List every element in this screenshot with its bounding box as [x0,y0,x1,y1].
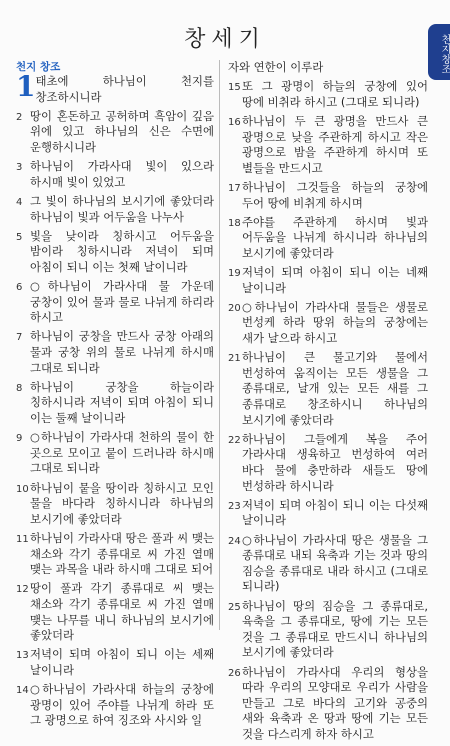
verse-text: 땅이 혼돈하고 공허하며 흑암이 깊음 위에 있고 하나님의 신은 수면에 운행하시니라 [30,108,214,154]
verse-text: 하나님이 큰 물고기와 물에서 번성하여 움직이는 모든 생물을 그 종류대로, 날개 있는 모든 새를 그 종류대로 창조하시니 하나님의 보시기에 좋았더라 [242,350,428,427]
verse [228,265,428,296]
verse-number: 22 [228,434,241,446]
verse-number: 12 [16,584,29,596]
verse-number: 4 [16,196,23,208]
verse-text: 하나님이 가라사대 우리의 형상을 따라 우리의 모양대로 우리가 사람을 만들고 그로 바다의 고기와 공중의 새와 육축과 온 땅과 땅에 기는 모든 것을 다스리게 하자 하시고 [242,664,428,741]
verse [16,194,214,225]
verse-text: 주야를 주관하게 하시며 빛과 어두움을 나뉘게 하시니라 하나님의 보시기에 좋았더라 [242,214,428,260]
column-divider [219,60,220,630]
verse [16,279,214,326]
thumb-index-tab[interactable]: 천지창조 [428,24,450,80]
verse-number: 7 [16,332,23,344]
verse-text: 하나님이 그들에게 복을 주어 가라사대 생육하고 번성하여 여러 바다 물에 충만하라 새들도 땅에 번성하라 하시니라 [242,431,428,493]
verse [228,300,428,347]
verse-text: 저녁이 되며 아침이 되니 이는 다섯째 날이니라 [242,497,428,528]
verse-number: 20 [228,302,241,314]
verse [228,599,428,661]
verse [16,581,214,643]
verse-number: 6 [16,282,23,294]
verse-number: 14 [16,685,29,697]
section-heading: 천지 창조 [16,61,61,73]
verse-text: ○하나님이 가라사대 천하의 물이 한 곳으로 모이고 뭍이 드러나라 하시매 그대로 되니라 [30,430,214,476]
verse-text: 하나님이 궁창을 만드사 궁창 아래의 물과 궁창 위의 물로 나뉘게 하시매 그대로 되니라 [30,329,214,375]
verse-number: 18 [228,217,241,229]
verse [16,682,214,729]
verse-number: 24 [228,535,241,547]
left-column [16,60,214,732]
verse-number: 25 [228,601,241,613]
verse [16,380,214,427]
verse-text: 땅이 풀과 각기 종류대로 씨 맺는 채소와 각기 종류대로 씨 가진 열매 맺는 나무를 내니 하나님의 보시기에 좋았더라 [30,581,214,643]
left-verse-list [16,70,214,729]
verse-number: 11 [16,533,29,545]
verse [228,498,428,529]
verse-text: 하나님이 그것들을 하늘의 궁창에 두어 땅에 비취게 하시며 [242,179,428,210]
verse-text: ○하나님이 가라사대 물들은 생물로 번성케 하라 땅위 하늘의 궁창에는 새가 날으라 하시고 [242,299,428,346]
verse-text: ○하나님이 가라사대 땅은 생물을 그 종류대로 내되 육축과 기는 것과 땅의 짐승을 종류대로 내라 하시고 (그대로 되니라) [242,532,428,594]
verse-number: 19 [228,268,241,280]
verse [16,647,214,678]
verse-number: 5 [16,231,23,243]
verse-text: 하나님이 궁창을 하늘이라 칭하시니라 저녁이 되며 아침이 되니 이는 둘째 날이니라 [30,379,214,426]
verse-number: 26 [228,667,241,679]
verse-text: ○하나님이 가라사대 물 가운데 궁창이 있어 물과 물로 나뉘게 하리라 하시고 [30,279,214,325]
verse-text: 그 빛이 하나님의 보시기에 좋았더라 하나님이 빛과 어두움을 나누사 [30,193,214,224]
verse [16,481,214,528]
verse-number: 17 [228,182,241,194]
right-verse-list [228,79,428,742]
verse-number: 2 [16,111,23,123]
verse-number: 9 [16,433,23,445]
verse [228,79,428,110]
verse-text: 저녁이 되며 아침이 되니 이는 세째 날이니라 [30,647,214,677]
verse-text: 태초에 하나님이 천지를 창조하시니라 [35,74,214,104]
verse-number: 3 [16,162,23,174]
verse-number: 10 [16,483,29,495]
verse [228,114,428,176]
verse-text: 하나님이 땅의 짐승을 그 종류대로, 육축을 그 종류대로, 땅에 기는 모든 것을 그 종류대로 만드시니 하나님의 보시기에 좋았더라 [242,598,428,660]
verse-number: 1 [16,70,36,103]
verse [228,215,428,262]
verse [228,432,428,494]
verse-number: 21 [228,353,241,365]
verse-number: 15 [228,82,241,94]
verse [228,180,428,211]
verse [228,350,428,428]
verse-number: 23 [228,500,241,512]
verse-text: 또 그 광명이 하늘의 궁창에 있어 땅에 비취라 하시고 (그대로 되니라) [242,79,428,109]
right-column [228,60,428,746]
verse [16,329,214,376]
verse-text: 저녁이 되며 아침이 되니 이는 네째 날이니라 [242,265,428,295]
verse [16,430,214,477]
verse [16,109,214,156]
verse-text: 하나님이 가라사대 땅은 풀과 씨 맺는 채소와 각기 종류대로 씨 가진 열매 맺는 과목을 내라 하시매 그대로 되어 [30,530,214,577]
verse [228,665,428,743]
verse-number: 8 [16,382,23,394]
verse-text: 빛을 낮이라 칭하시고 어두움을 밤이라 칭하시니라 저녁이 되며 아침이 되니 이는 첫째 날이니라 [30,228,214,274]
verse-number: 13 [16,650,29,662]
verse-text: 하나님이 가라사대 빛이 있으라 하시매 빛이 있었고 [30,159,214,189]
page-title: 창세기 [184,27,266,52]
verse-number: 16 [228,116,241,128]
verse-text: 하나님이 두 큰 광명을 만드사 큰 광명으로 낮을 주관하게 하시고 작은 광명으로 밤을 주관하게 하시며 또 별들을 만드시고 [242,113,428,175]
verse [16,159,214,190]
verse [16,229,214,276]
continued-verse-text: 자와 연한이 이루라 [228,60,324,74]
verse-text: ○하나님이 가라사대 하늘의 궁창에 광명이 있어 주야를 나뉘게 하라 또 그 광명으로 하여 징조와 사시와 일 [30,682,214,728]
verse [228,533,428,595]
verse-text: 하나님이 뭍을 땅이라 칭하시고 모인 물을 바다라 칭하시니라 하나님의 보시기에 좋았더라 [30,480,214,526]
verse [16,531,214,578]
verse [16,70,214,105]
